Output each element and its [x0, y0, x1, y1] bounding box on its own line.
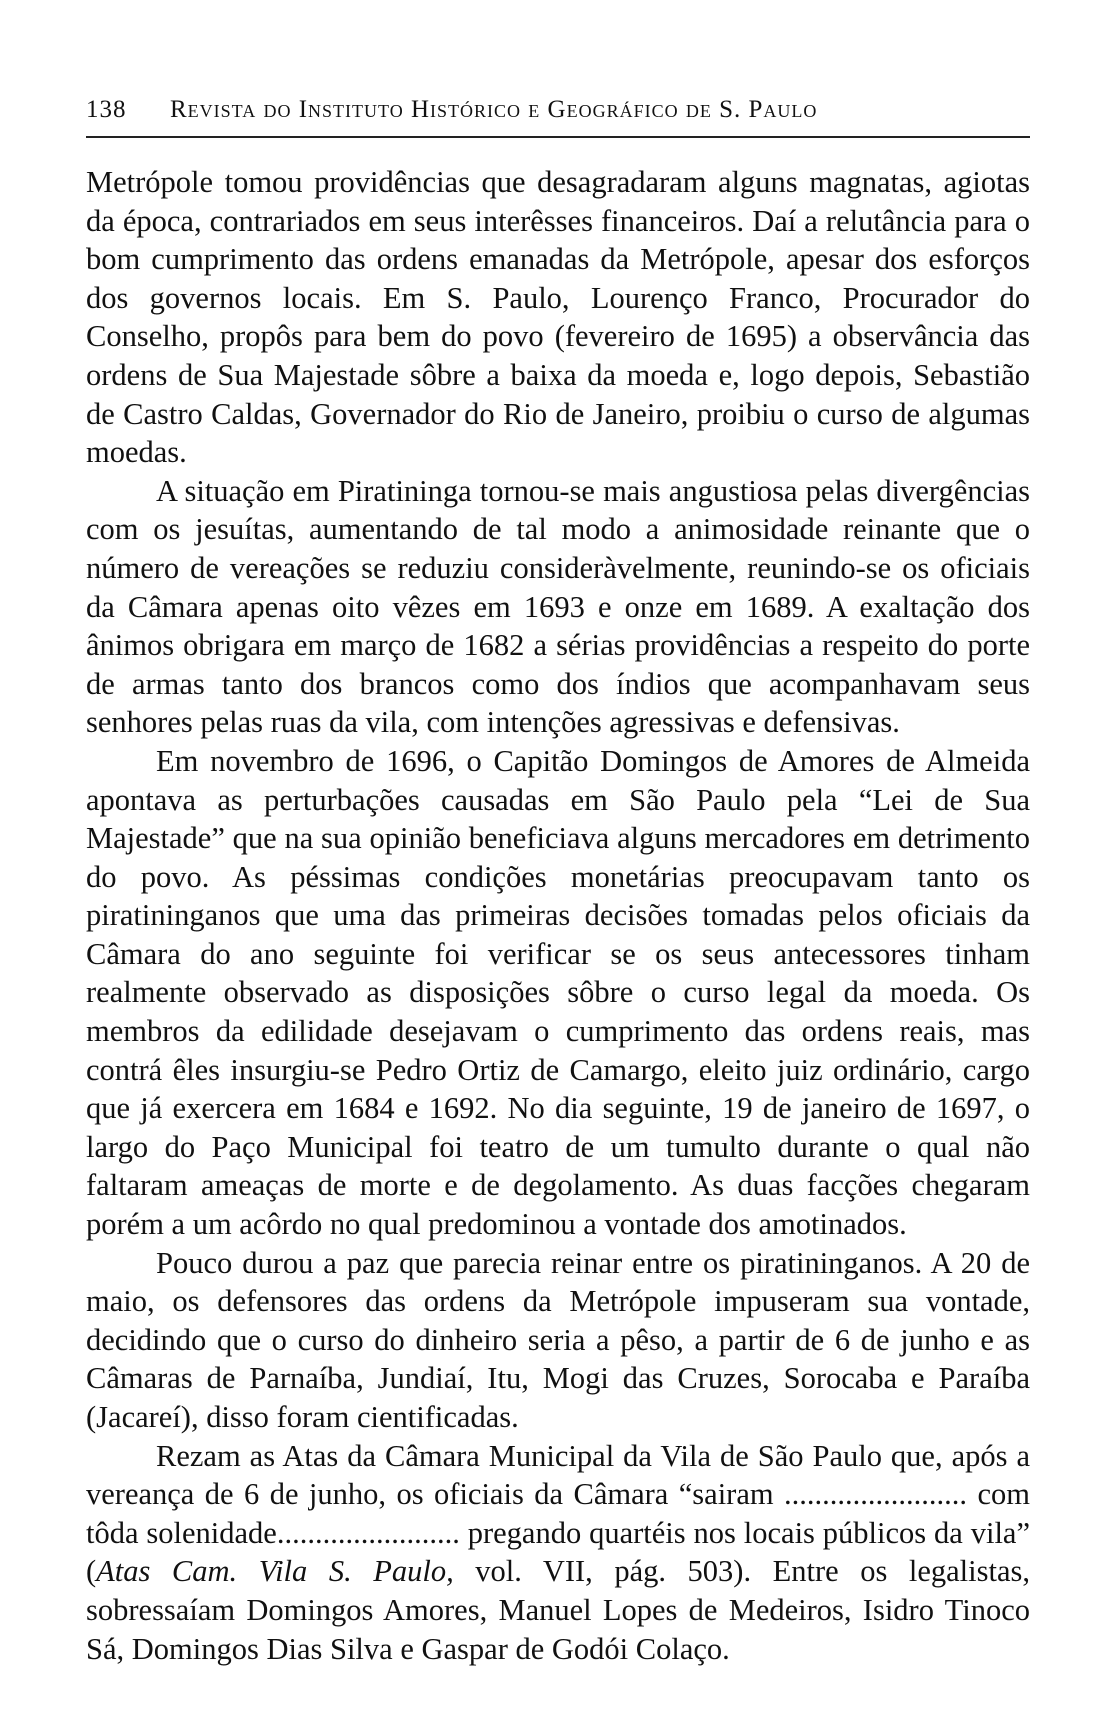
running-header — [86, 96, 1030, 138]
paragraph-4: Pouco durou a paz que parecia reinar entre os piratininganos. A 20 de maio, os defensores das ordens da Metrópole impuseram sua vontade, decidindo que o curso do dinheiro seria a pêso, a partir de 6 de junho e as Câmaras de Parnaíba, Jundiaí, Itu, Mogi das Cruzes, Sorocaba e Paraíba (Jacareí), disso foram cientificadas. — [86, 1245, 1030, 1434]
paragraph-5-text-start: Rezam as Atas da Câmara Municipal da Vila de São Paulo que, após a vereança de 6 de junho, os oficiais da Câmara “sairam ........................ com tôda solenidade........................ pregando quartéis nos locais públicos da vila” ( — [86, 1438, 1030, 1589]
citation-title: Atas Cam. Vila S. Paulo, — [96, 1554, 454, 1589]
document-page — [86, 0, 1030, 1719]
paragraph-5-text-end: vol. VII, pág. 503). Entre os legalistas, sobressaíam Domingos Amores, Manuel Lopes de Medeiros, Isidro Tinoco Sá, Domingos Dias Silva e Gaspar de Godói Colaço. — [86, 1554, 1030, 1666]
page-number: 138 — [86, 96, 127, 123]
paragraph-3: Em novembro de 1696, o Capitão Domingos de Amores de Almeida apontava as perturbações causadas em São Paulo pela “Lei de Sua Majestade” que na sua opinião beneficiava alguns mercadores em detrimento do povo. As péssimas condições monetárias preocupavam tanto os piratininganos que uma das primeiras decisões tomadas pelos oficiais da Câmara do ano seguinte foi verificar se os seus antecessores tinham realmente observado as disposições sôbre o curso legal da moeda. Os membros da edilidade desejavam o cumprimento das ordens reais, mas contrá êles insurgiu-se Pedro Ortiz de Camargo, eleito juiz ordinário, cargo que já exercera em 1684 e 1692. No dia seguinte, 19 de janeiro de 1697, o largo do Paço Municipal foi teatro de um tumulto durante o qual não faltaram ameaças de morte e de degolamento. As duas facções chegaram porém a um acôrdo no qual predominou a vontade dos amotinados. — [86, 743, 1030, 1242]
paragraph-1: Metrópole tomou providências que desagradaram alguns magnatas, agiotas da época, contrariados em seus interêsses financeiros. Daí a relutância para o bom cumprimento das ordens emanadas da Metrópole, apesar dos esforços dos governos locais. Em S. Paulo, Lourenço Franco, Procurador do Conselho, propôs para bem do povo (fevereiro de 1695) a observância das ordens de Sua Majestade sôbre a baixa da moeda e, logo depois, Sebastião de Castro Caldas, Governador do Rio de Janeiro, proibiu o curso de algumas moedas. — [86, 165, 1030, 470]
paragraph-5 — [86, 1437, 1030, 1669]
running-head-title: Revista do Instituto Histórico e Geográfico de S. Paulo — [170, 96, 818, 123]
body-text — [86, 163, 1030, 1668]
paragraph-2: A situação em Piratininga tornou-se mais angustiosa pelas divergências com os jesuítas, aumentando de tal modo a animosidade reinante que o número de vereações se reduziu consideràvelmente, reunindo-se os oficiais da Câmara apenas oito vêzes em 1693 e onze em 1689. A exaltação dos ânimos obrigara em março de 1682 a sérias providências a respeito do porte de armas tanto dos brancos como dos índios que acompanhavam seus senhores pelas ruas da vila, com intenções agressivas e defensivas. — [86, 473, 1030, 740]
